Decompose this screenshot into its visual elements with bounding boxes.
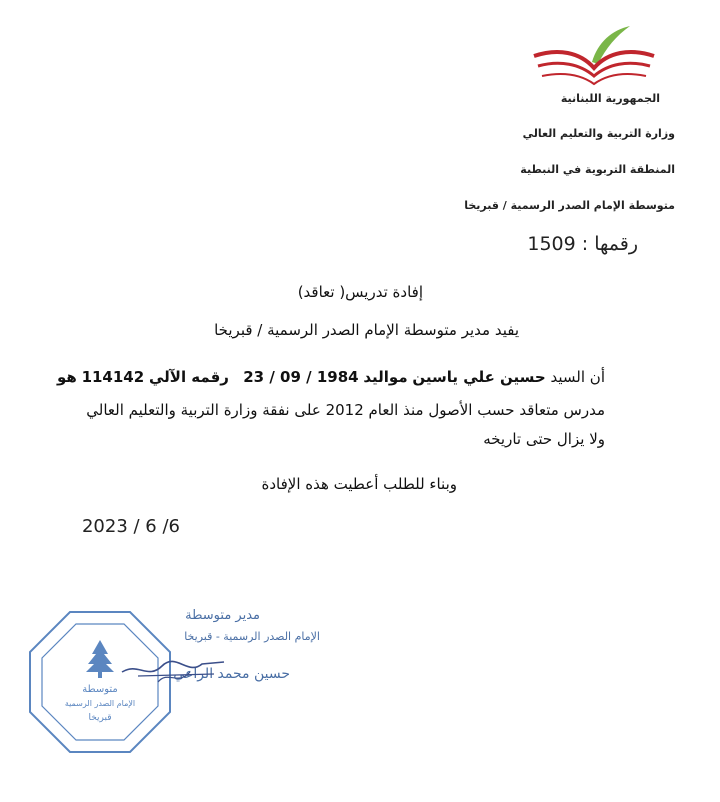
stamp-line-2: الإمام الصدر الرسمية	[64, 699, 136, 708]
body-prefix: أن السيد	[550, 368, 605, 386]
stamp-line-1: متوسطة	[82, 684, 118, 695]
body-line-2: مدرس متعاقد حسب الأصول منذ العام 2012 على نفقة وزارة التربية والتعليم العالي	[86, 401, 605, 419]
body-line-3: ولا يزال حتى تاريخه	[483, 430, 605, 448]
born-label: مواليد	[363, 368, 408, 386]
birth-date: 23 / 09 / 1984	[243, 368, 359, 386]
ministry-logo	[528, 22, 660, 96]
header-ministry: وزارة التربية والتعليم العالي	[522, 127, 675, 140]
reference-value: 1509	[527, 233, 576, 255]
id-label: رقمه الآلي	[148, 368, 229, 386]
document-title: إفادة تدريس( تعاقد)	[297, 283, 423, 301]
signer-title-2: الإمام الصدر الرسمية - قبريخا	[184, 630, 320, 643]
stamp-line-3: قبريخا	[88, 713, 112, 723]
header-republic: الجمهورية اللبنانية	[560, 92, 660, 105]
reference-number	[527, 233, 638, 255]
teacher-name: حسين علي ياسين	[412, 368, 546, 386]
header-school: متوسطة الإمام الصدر الرسمية / قبريخا	[464, 199, 675, 212]
closing-line: وبناء للطلب أعطيت هذه الإفادة	[261, 475, 457, 493]
document-date: 2023 / 6 /6	[81, 516, 180, 537]
id-number: 114142	[81, 368, 145, 386]
signer-name: حسين محمد الراعي	[173, 666, 290, 682]
signer-title-1: مدير متوسطة	[185, 608, 260, 623]
reference-label: رقمها :	[581, 233, 638, 255]
body-line-1	[57, 368, 605, 386]
handwritten-signature	[118, 652, 228, 692]
header-region: المنطقة التربوية في النبطية	[520, 163, 675, 176]
is-word: هو	[56, 368, 77, 386]
intro-line: يفيد مدير متوسطة الإمام الصدر الرسمية / قبريخا	[214, 321, 519, 339]
